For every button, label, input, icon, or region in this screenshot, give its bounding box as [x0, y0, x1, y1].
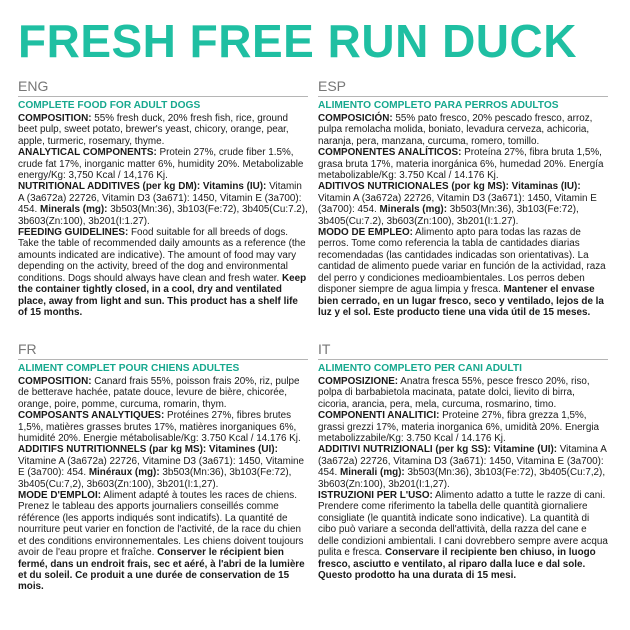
section-body: [18, 376, 308, 593]
section-heading: COMPLETE FOOD FOR ADULT DOGS: [18, 100, 201, 111]
additives-label: NUTRITIONAL ADDITIVES (per kg DM): Vitamins (IU):: [18, 181, 267, 193]
analytical-text: Proteína 27%, fibra bruta 1,5%, grasa bruta 17%, materia inorgánica 6%, humedad 20%. Energía metabolizable/Kg: 3.750 Kcal / 14.176 Kj.: [318, 147, 604, 182]
section-eng: [18, 78, 308, 318]
analytical-text: Protéines 27%, fibres brutes 1,5%, matières grasses brutes 17%, matières inorganiques 6%, humidité 20%. Energie métabolisable/Kg: 3.750 Kcal / 14.176 Kj.: [18, 410, 301, 445]
section-body: [18, 113, 308, 318]
additives-text: Vitamine A (3a672a) 22726, Vitamine D3 (3a671): 1450, Vitamine E (3a700): 454.: [18, 455, 305, 479]
language-label: FR: [18, 341, 308, 360]
language-label: ESP: [318, 78, 608, 97]
composition-text: Anatra fresca 55%, pesce fresco 20%, riso, polpa di barbabietola macinata, patate dolci, lievito di birra, cicoria, arancia, pera, mela, curcuma, rosmarino, timo.: [318, 376, 590, 410]
product-title: FRESH FREE RUN DUCK: [18, 15, 577, 67]
composition-text: 55% fresh duck, 20% fresh fish, rice, ground beet pulp, sweet potato, brewer's yeast, chicory, orange, pear, apple, turmeric, rosemary, thyme.: [18, 113, 289, 147]
language-label: IT: [318, 341, 608, 360]
composition-label: COMPOSIZIONE:: [318, 376, 399, 387]
analytical-label: COMPONENTI ANALITICI:: [318, 410, 440, 422]
feeding-text: Food suitable for all breeds of dogs. Take the table of recommended daily amounts as a reference (the amounts indicated are indicative). The amount of food may vary depending on the activity, breed of the dog and environmental conditions. Dogs should always have clean and fresh water.: [18, 227, 306, 284]
feeding-label: MODO DE EMPLEO:: [318, 227, 413, 239]
composition-label: COMPOSITION:: [18, 376, 92, 387]
feeding-text: Aliment adapté à toutes les races de chiens. Prenez le tableau des apports journaliers conseillés comme référence (les apports indiqués sont indicatifs). La quantité de nourriture peut varier en fonction de l'activité, de la race du chien et des conditions environnementales. Les chiens doivent toujours avoir de l'eau propre et fraîche.: [18, 490, 304, 559]
minerals-label: Minéraux (mg):: [88, 467, 160, 479]
additives-text: Vitamina A (3a672a) 22726, Vitamina D3 (3a671): 1450, Vitamina E (3a700): 454.: [318, 444, 607, 479]
additives-label: ADDITIFS NUTRITIONNELS (par kg MS): Vitamines (UI):: [18, 444, 278, 456]
composition-label: COMPOSITION:: [18, 113, 92, 124]
section-it: [318, 341, 608, 581]
storage-text: Mantener el envase bien cerrado, en un lugar fresco, seco y ventilado, lejos de la luz y el sol. Este producto tiene una vida útil de 15 meses.: [318, 284, 604, 318]
minerals-text: 3b503(Mn:36), 3b103(Fe:72), 3b405(Cu:7.2), 3b603(Zn:100), 3b201(I:1.27).: [318, 204, 579, 227]
section-fr: [18, 341, 308, 593]
minerals-label: Minerals (mg):: [379, 204, 447, 216]
section-heading: ALIMENTO COMPLETO PARA PERROS ADULTOS: [318, 100, 559, 111]
analytical-text: Protein 27%, crude fiber 1.5%, crude fat 17%, inorganic matter 6%, humidity 20%. Metabolizable energy/Kg: 3,750 Kcal / 14,176 Kj.: [18, 147, 304, 182]
storage-text: Conservare il recipiente ben chiuso, in luogo fresco, asciutto e ventilato, al riparo dalla luce e dal sole. Questo prodotto ha una durata di 15 mesi.: [318, 547, 596, 581]
minerals-label: Minerals (mg):: [39, 204, 108, 216]
analytical-text: Proteine 27%, fibra grezza 1,5%, grassi grezzi 17%, materia inorganica 6%, umidità 20%. Energia metabolizzabile/Kg: 3.750 Kcal / 14.176 Kj.: [318, 410, 600, 445]
additives-text: Vitamin A (3a672a) 22726, Vitamin D3 (3a671): 1450, Vitamin E (3a700): 454.: [318, 192, 597, 216]
feeding-text: Alimento apto para todas las razas de perros. Tome como referencia la tabla de cantidades diarias recomendadas (las cantidades indicadas son orientativas). La cantidad de alimento puede variar en función de la actividad, raza del perro y condiciones medioambientales. Los perros deben disponer siempre de agua limpia y fresca.: [318, 227, 606, 296]
additives-label: ADDITIVI NUTRIZIONALI (per kg SS): Vitamine (UI):: [318, 444, 558, 456]
feeding-text: Alimento adatto a tutte le razze di cani. Prendere come riferimento la tabella delle quantità giornaliere consigliate (le quantità indicate sono indicative). La quantità di cibo può variare a seconda dell'attività, della razza del cane e delle condizioni ambientali. I cani dovrebbero sempre avere acqua pulita e fresca.: [318, 490, 608, 559]
composition-text: Canard frais 55%, poisson frais 20%, riz, pulpe de betterave hachée, patate douce, levure de bière, chicorée, orange, poire, pomme, curcuma, romarin, thym.: [18, 376, 300, 410]
language-label: ENG: [18, 78, 308, 97]
section-heading: ALIMENT COMPLET POUR CHIENS ADULTES: [18, 363, 240, 374]
minerals-text: 3b503(Mn:36), 3b103(Fe:72), 3b405(Cu:7,2), 3b603(Zn:100), 3b201(I:1,27).: [318, 467, 606, 490]
feeding-label: ISTRUZIONI PER L'USO:: [318, 490, 433, 502]
minerals-text: 3b503(Mn:36), 3b103(Fe:72), 3b405(Cu:7.2), 3b603(Zn:100), 3b201(I:1.27).: [18, 204, 308, 227]
storage-text: Conserver le récipient bien fermé, dans un endroit frais, sec et aéré, à l'abri de la lumière et du soleil. Ce produit a une durée de conservation de 15 mois.: [18, 547, 305, 593]
additives-label: ADITIVOS NUTRICIONALES (por kg MS): Vitaminas (IU):: [318, 181, 581, 193]
analytical-label: COMPOSANTS ANALYTIQUES:: [18, 410, 165, 422]
composition-text: 55% pato fresco, 20% pescado fresco, arroz, pulpa remolacha molida, boniato, levadura cerveza, achicoria, naranja, pera, manzana, curcuma, romero, tomillo.: [318, 113, 593, 147]
analytical-label: ANALYTICAL COMPONENTS:: [18, 147, 157, 159]
minerals-label: Minerali (mg):: [339, 467, 405, 479]
analytical-label: COMPONENTES ANALÍTICOS:: [318, 147, 462, 159]
composition-label: COMPOSICIÓN:: [318, 113, 393, 124]
feeding-label: MODE D'EMPLOI:: [18, 490, 101, 502]
additives-text: Vitamin A (3a672a) 22726, Vitamin D3 (3a671): 1450, Vitamin E (3a700): 454.: [18, 181, 302, 216]
section-heading: ALIMENTO COMPLETO PER CANI ADULTI: [318, 363, 522, 374]
section-body: [318, 376, 608, 581]
storage-text: Keep the container tightly closed, in a cool, dry and ventilated place, away from light and sun. This product has a shelf life of 15 months.: [18, 272, 307, 318]
section-body: [318, 113, 608, 318]
feeding-label: FEEDING GUIDELINES:: [18, 227, 129, 239]
section-esp: [318, 78, 608, 318]
minerals-text: 3b503(Mn:36), 3b103(Fe:72), 3b405(Cu:7,2), 3b603(Zn:100), 3b201(I:1,27).: [18, 467, 292, 490]
